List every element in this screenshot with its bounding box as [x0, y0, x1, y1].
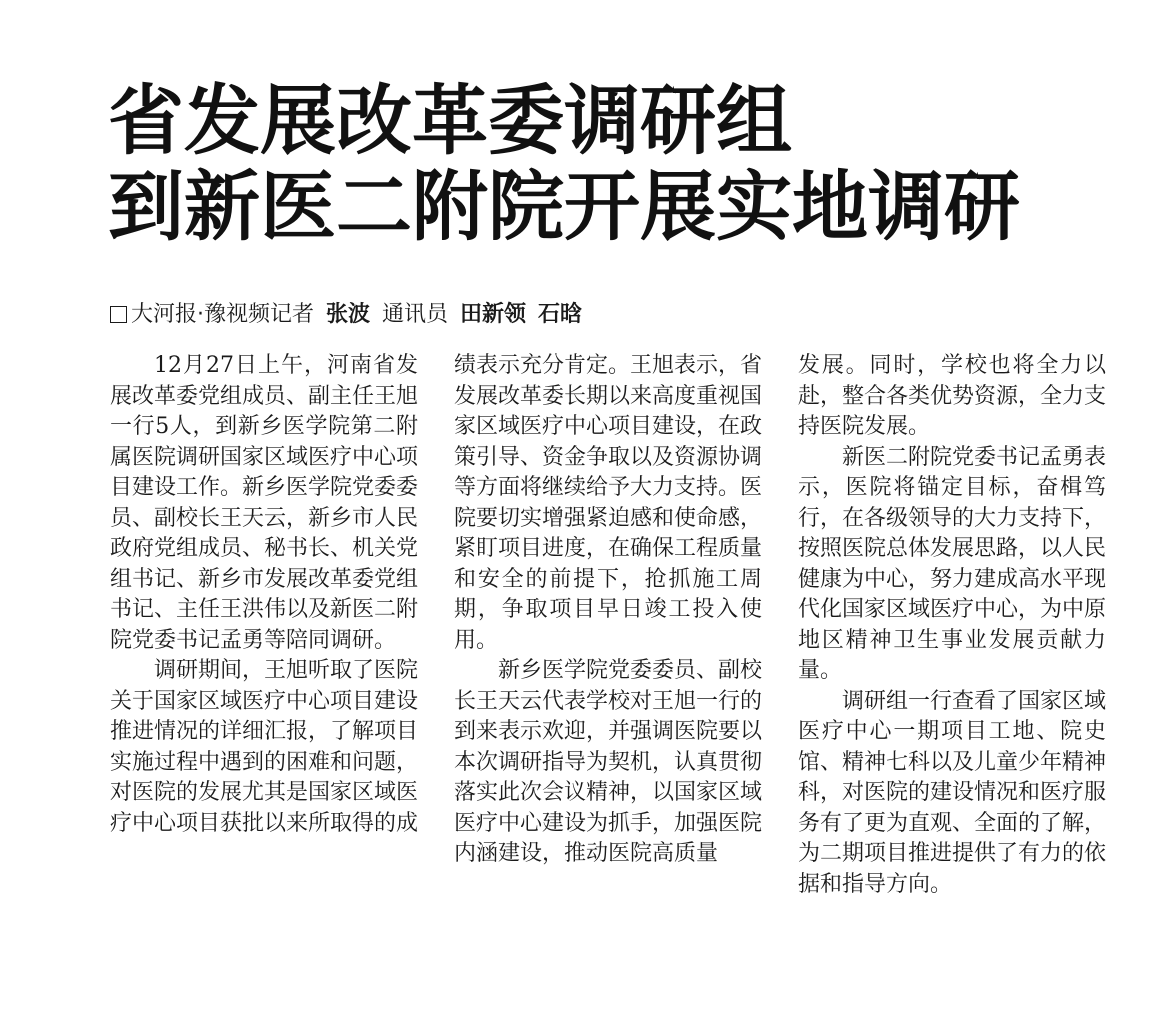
paragraph: 调研期间，王旭听取了医院关于国家区域医疗中心项目建设推进情况的详细汇报，了解项目实施过程中遇到的困难和问题，对医院的发展尤其是国家区域医疗中心项目获批以来所取得的成 — [110, 658, 419, 836]
headline — [108, 78, 1108, 250]
byline — [110, 298, 594, 332]
byline-role: 通讯员 — [382, 302, 449, 327]
paragraph-continued: 绩表示充分肯定。王旭表示，省发展改革委长期以来高度重视国家区域医疗中心项目建设，在政策引导、资金争取以及资源协调等方面将继续给予大力支持。医院要切实增强紧迫感和使命感，紧盯项目进度，在确保工程质量和安全的前提下，抢抓施工周期，争取项目早日竣工投入使用。 — [454, 353, 763, 653]
article-column-1 — [110, 351, 418, 839]
byline-reporter: 张波 — [326, 302, 371, 327]
paragraph: 新乡医学院党委委员、副校长王天云代表学校对王旭一行的到来表示欢迎，并强调医院要以本次调研指导为契机，认真贯彻落实此次会议精神，以国家区域医疗中心建设为抓手，加强医院内涵建设，推动医院高质量 — [454, 658, 763, 866]
byline-box-icon — [110, 306, 127, 323]
headline-line-2: 到新医二附院开展实地调研 — [108, 162, 1020, 251]
paragraph-continued: 发展。同时，学校也将全力以赴，整合各类优势资源，全力支持医院发展。 — [798, 353, 1107, 439]
paragraph: 调研组一行查看了国家区域医疗中心一期项目工地、院史馆、精神七科以及儿童少年精神科，对医院的建设情况和医疗服务有了更为直观、全面的了解，为二期项目推进提供了有力的依据和指导方向。 — [798, 688, 1107, 897]
paragraph: 新医二附院党委书记孟勇表示，医院将锚定目标，奋楫笃行，在各级领导的大力支持下，按照医院总体发展思路，以人民健康为中心，努力建成高水平现代化国家区域医疗中心，为中原地区精神卫生事业发展贡献力量。 — [798, 444, 1107, 683]
byline-org: 大河报·豫视频记者 — [131, 302, 314, 327]
article-column-2 — [454, 351, 762, 870]
byline-correspondent-2: 石晗 — [538, 302, 583, 327]
headline-line-1: 省发展改革委调研组 — [108, 76, 792, 165]
article-column-3 — [798, 351, 1106, 900]
byline-correspondent-1: 田新领 — [460, 302, 527, 327]
paragraph: 12月27日上午，河南省发展改革委党组成员、副主任王旭一行5人，到新乡医学院第二附属医院调研国家区域医疗中心项目建设工作。新乡医学院党委委员、副校长王天云，新乡市人民政府党组成员、秘书长、机关党组书记、新乡市发展改革委党组书记、主任王洪伟以及新医二附院党委书记孟勇等陪同调研。 — [110, 353, 419, 653]
